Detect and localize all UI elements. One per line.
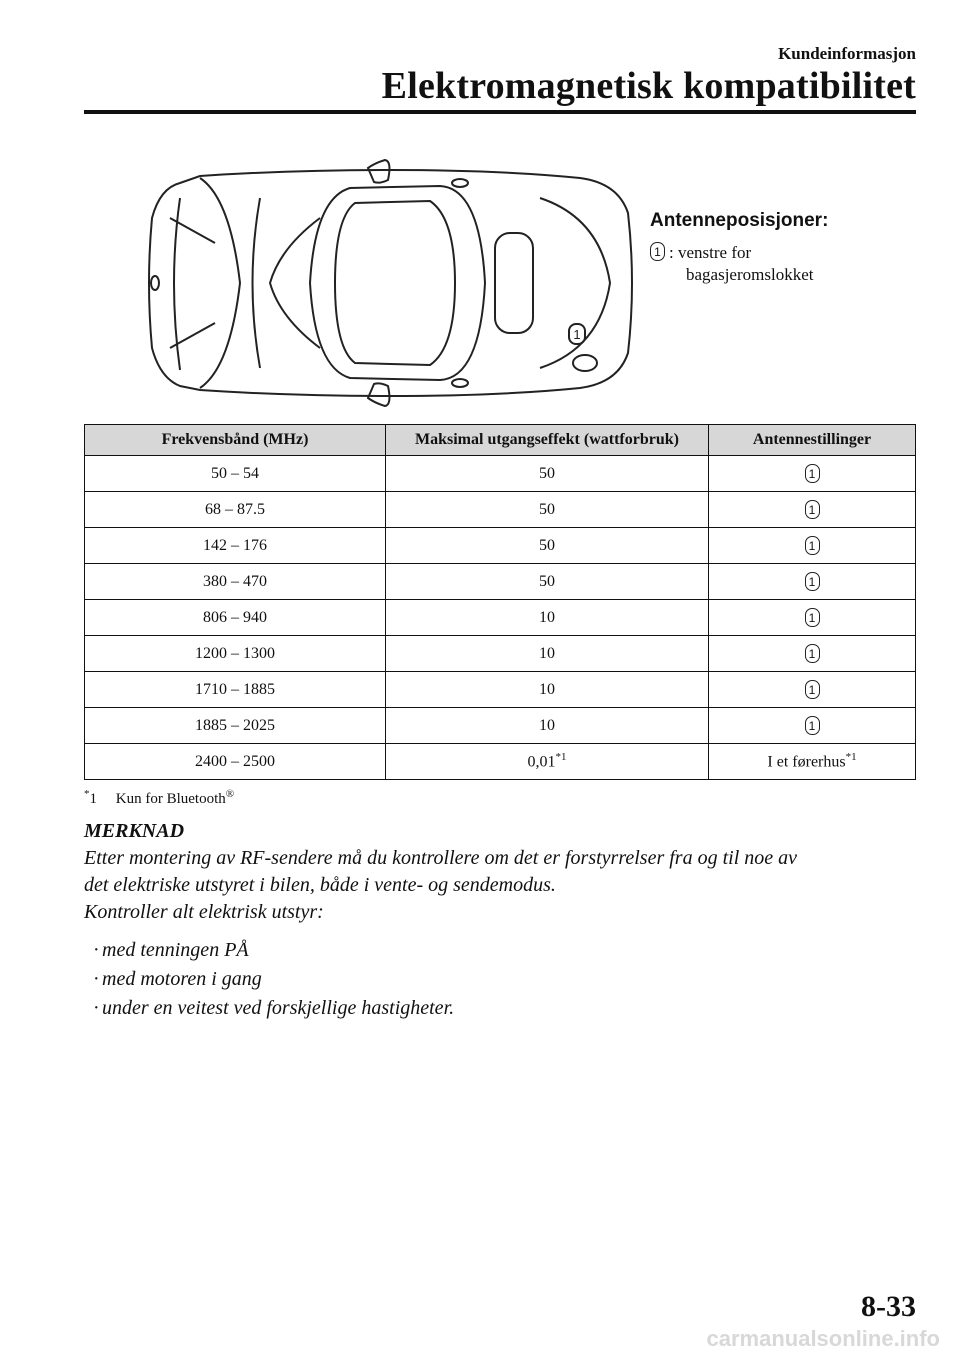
antenna-text: I et førerhus (767, 753, 846, 771)
table-row (85, 636, 916, 672)
car-top-view-illustration (140, 158, 640, 408)
power-cell: 10 (386, 636, 709, 672)
table-row (85, 708, 916, 744)
frequency-cell: 50 – 54 (85, 456, 386, 492)
antenna-marker: 1 (805, 644, 820, 663)
list-item (90, 965, 924, 994)
antenna-legend-text-1: : venstre for (669, 243, 752, 262)
footnote (84, 788, 234, 808)
power-value: 0,01 (527, 753, 556, 771)
antenna-cell (709, 456, 916, 492)
antenna-marker: 1 (805, 716, 820, 735)
bullet-icon: · (93, 939, 99, 961)
antenna-cell (709, 636, 916, 672)
footnote-ref: *1 (555, 751, 567, 764)
note-line: Etter montering av RF-sendere må du kontrollere om det er forstyrrelser fra og til noe av (84, 847, 798, 869)
bullet-text: under en veitest ved forskjellige hastigheter. (102, 997, 455, 1019)
frequency-cell: 1200 – 1300 (85, 636, 386, 672)
frequency-cell: 68 – 87.5 (85, 492, 386, 528)
bullet-text: med tenningen PÅ (102, 939, 249, 961)
list-item (90, 994, 924, 1023)
table-row (85, 600, 916, 636)
table-header-row (85, 425, 916, 456)
power-cell: 10 (386, 672, 709, 708)
note-line: det elektriske utstyret i bilen, både i vente- og sendemodus. (84, 874, 556, 896)
registered-mark: ® (225, 788, 235, 800)
antenna-marker: 1 (805, 572, 820, 591)
power-cell: 10 (386, 600, 709, 636)
antenna-legend-marker: 1 (650, 242, 665, 261)
power-cell: 50 (386, 456, 709, 492)
power-cell: 10 (386, 708, 709, 744)
footnote-text: 1 Kun for Bluetooth (89, 791, 226, 807)
table-row (85, 744, 916, 780)
antenna-marker: 1 (805, 500, 820, 519)
antenna-marker: 1 (805, 536, 820, 555)
antenna-cell (709, 672, 916, 708)
antenna-legend (650, 210, 900, 286)
note-title: MERKNAD (84, 820, 185, 842)
antenna-legend-title: Antenneposisjoner: (650, 210, 829, 231)
page-number: 8-33 (861, 1290, 916, 1323)
note-line: Kontroller alt elektrisk utstyr: (84, 901, 324, 923)
frequency-cell: 1710 – 1885 (85, 672, 386, 708)
footnote-ref: *1 (845, 751, 857, 764)
note-block (84, 818, 924, 1023)
antenna-cell (709, 564, 916, 600)
power-cell: 50 (386, 564, 709, 600)
antenna-cell (709, 528, 916, 564)
footnote-marker: * (84, 788, 90, 800)
table-row (85, 492, 916, 528)
frequency-cell: 806 – 940 (85, 600, 386, 636)
power-cell (386, 744, 709, 780)
bullet-icon: · (93, 968, 99, 990)
table-row (85, 456, 916, 492)
column-header-frequency: Frekvensbånd (MHz) (85, 425, 386, 456)
header-rule (84, 110, 916, 114)
antenna-cell (709, 600, 916, 636)
table-row (85, 672, 916, 708)
antenna-cell (709, 744, 916, 780)
frequency-cell: 380 – 470 (85, 564, 386, 600)
watermark: carmanualsonline.info (706, 1326, 940, 1351)
antenna-legend-text-2: bagasjeromslokket (686, 265, 814, 284)
antenna-marker: 1 (805, 680, 820, 699)
power-cell: 50 (386, 528, 709, 564)
frequency-cell: 2400 – 2500 (85, 744, 386, 780)
antenna-cell (709, 708, 916, 744)
power-cell: 50 (386, 492, 709, 528)
column-header-antenna: Antennestillinger (709, 425, 916, 456)
antenna-marker: 1 (573, 327, 581, 342)
antenna-marker: 1 (805, 608, 820, 627)
list-item (90, 936, 924, 965)
bullet-text: med motoren i gang (102, 968, 262, 990)
frequency-cell: 142 – 176 (85, 528, 386, 564)
antenna-marker: 1 (805, 464, 820, 483)
section-label: Kundeinformasjon (778, 44, 916, 63)
table-row (85, 528, 916, 564)
antenna-cell (709, 492, 916, 528)
page-title: Elektromagnetisk kompatibilitet (381, 65, 916, 107)
column-header-power: Maksimal utgangseffekt (wattforbruk) (386, 425, 709, 456)
note-bullet-list (84, 936, 924, 1023)
frequency-cell: 1885 – 2025 (85, 708, 386, 744)
frequency-table (84, 424, 916, 780)
table-row (85, 564, 916, 600)
bullet-icon: · (93, 997, 99, 1019)
